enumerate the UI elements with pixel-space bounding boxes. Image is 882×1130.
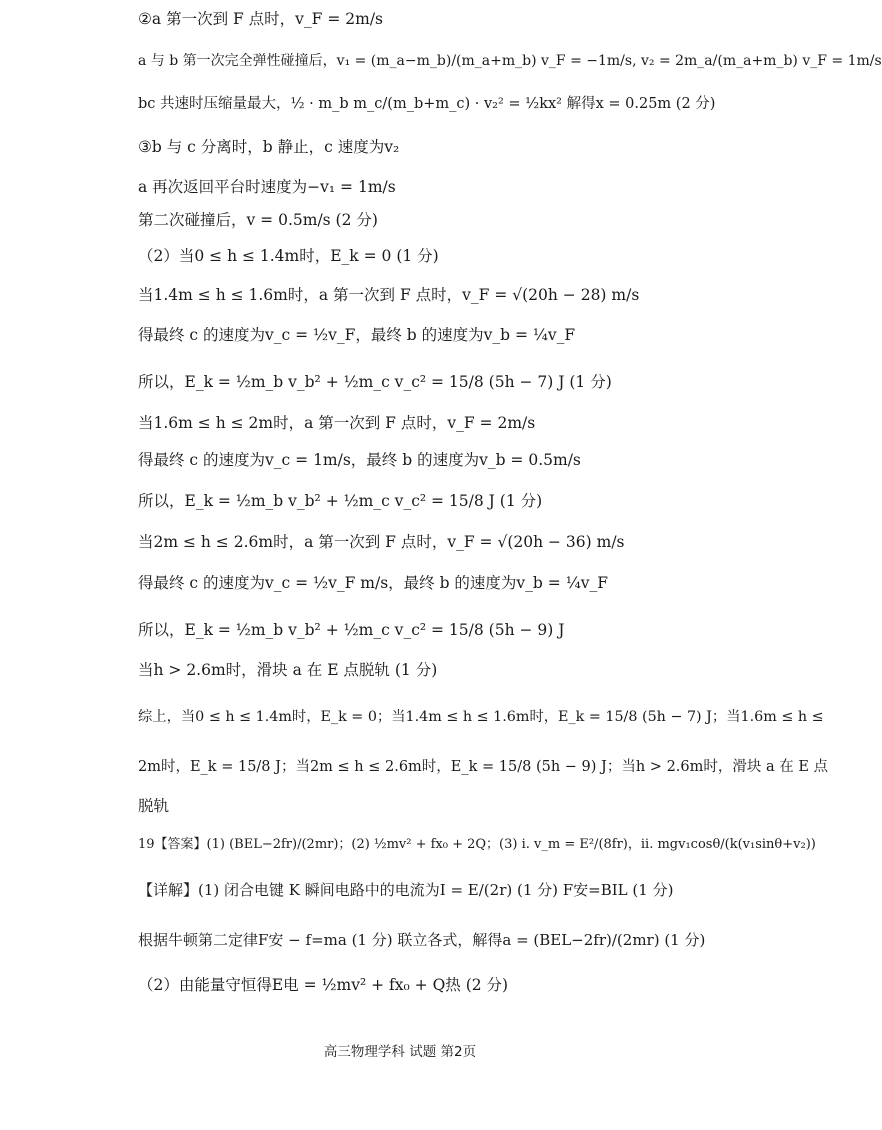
line-16: 所以，E_k = ½m_b v_b² + ½m_c v_c² = 15/8 (5h − 9) J bbox=[138, 621, 565, 639]
line-14: 当2m ≤ h ≤ 2.6m时，a 第一次到 F 点时，v_F = √(20h − 36) m/s bbox=[138, 533, 625, 551]
line-21: 19【答案】(1) (BEL−2fr)/(2mr)；(2) ½mv² + fx₀ + 2Q；(3) i. v_m = E²/(8fr)，ii. mgv₁cosθ/(k(v₁sinθ+v₂)) bbox=[138, 837, 816, 852]
line-20: 脱轨 bbox=[138, 797, 170, 815]
line-24: （2）由能量守恒得E电 = ½mv² + fx₀ + Q热 (2 分) bbox=[138, 976, 509, 994]
line-12: 得最终 c 的速度为v_c = 1m/s，最终 b 的速度为v_b = 0.5m/s bbox=[138, 451, 581, 469]
line-5: a 再次返回平台时速度为−v₁ = 1m/s bbox=[138, 178, 396, 196]
line-19: 2m时，E_k = 15/8 J；当2m ≤ h ≤ 2.6m时，E_k = 15/8 (5h − 9) J；当h > 2.6m时，滑块 a 在 E 点 bbox=[138, 759, 829, 775]
line-3: bc 共速时压缩量最大，½ · m_b m_c/(m_b+m_c) · v₂² = ½kx² 解得x = 0.25m (2 分) bbox=[138, 96, 716, 112]
line-17: 当h > 2.6m时，滑块 a 在 E 点脱轨 (1 分) bbox=[138, 661, 438, 679]
line-2: a 与 b 第一次完全弹性碰撞后，v₁ = (m_a−m_b)/(m_a+m_b) v_F = −1m/s, v₂ = 2m_a/(m_a+m_b) v_F = 1m/s bbox=[138, 53, 882, 69]
line-11: 当1.6m ≤ h ≤ 2m时，a 第一次到 F 点时，v_F = 2m/s bbox=[138, 414, 536, 432]
line-18: 综上，当0 ≤ h ≤ 1.4m时，E_k = 0；当1.4m ≤ h ≤ 1.6m时，E_k = 15/8 (5h − 7) J；当1.6m ≤ h ≤ bbox=[138, 709, 824, 725]
line-8: 当1.4m ≤ h ≤ 1.6m时，a 第一次到 F 点时，v_F = √(20h − 28) m/s bbox=[138, 286, 640, 304]
line-7: （2）当0 ≤ h ≤ 1.4m时，E_k = 0 (1 分) bbox=[138, 247, 439, 265]
line-22: 【详解】(1) 闭合电键 K 瞬间电路中的电流为I = E/(2r) (1 分) F安=BIL (1 分) bbox=[138, 881, 674, 899]
line-6: 第二次碰撞后，v = 0.5m/s (2 分) bbox=[138, 211, 378, 229]
line-23: 根据牛顿第二定律F安 − f=ma (1 分) 联立各式，解得a = (BEL−2fr)/(2mr) (1 分) bbox=[138, 931, 706, 949]
line-9: 得最终 c 的速度为v_c = ½v_F，最终 b 的速度为v_b = ¼v_F bbox=[138, 326, 576, 344]
line-13: 所以，E_k = ½m_b v_b² + ½m_c v_c² = 15/8 J (1 分) bbox=[138, 492, 543, 510]
line-10: 所以，E_k = ½m_b v_b² + ½m_c v_c² = 15/8 (5h − 7) J (1 分) bbox=[138, 373, 612, 391]
line-1: ②a 第一次到 F 点时，v_F = 2m/s bbox=[138, 10, 384, 28]
line-15: 得最终 c 的速度为v_c = ½v_F m/s，最终 b 的速度为v_b = ¼v_F bbox=[138, 574, 608, 592]
page-footer: 高三物理学科 试题 第2页 bbox=[323, 1044, 477, 1060]
line-4: ③b 与 c 分离时，b 静止，c 速度为v₂ bbox=[138, 138, 400, 156]
